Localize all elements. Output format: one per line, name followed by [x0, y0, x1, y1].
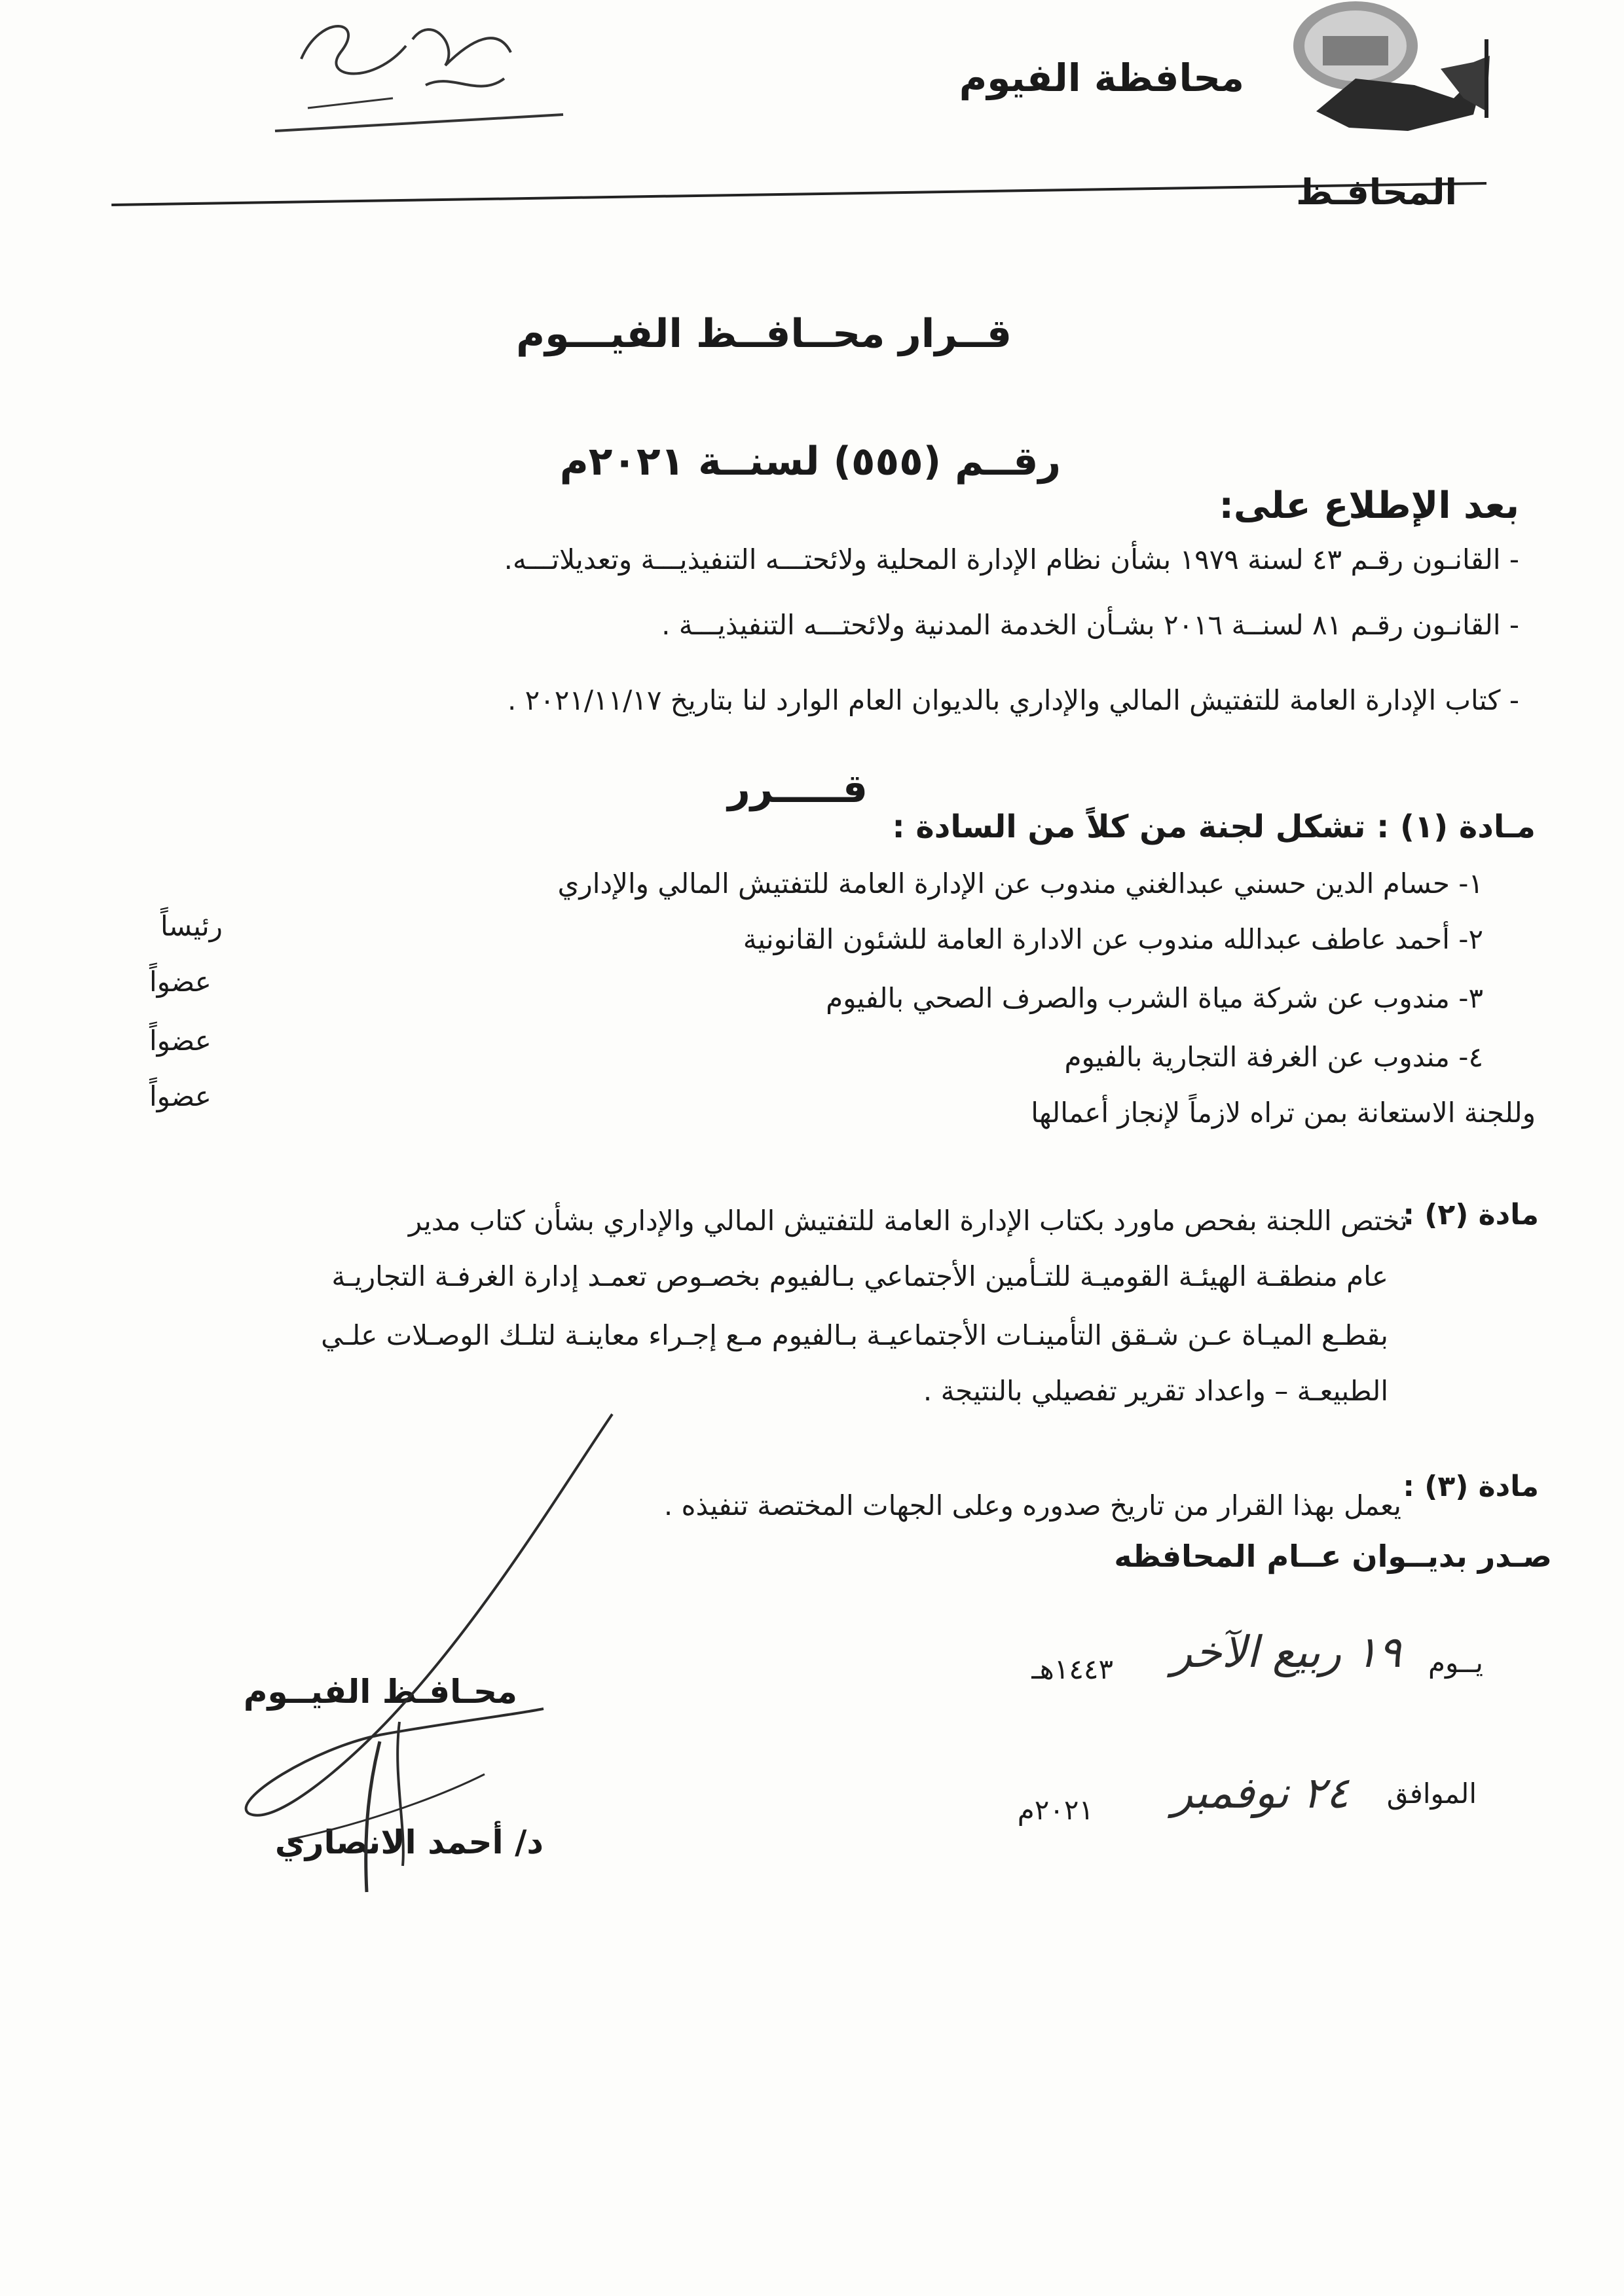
member-role: رئيساً [160, 910, 223, 942]
governorate-name: محافظة الفيوم [959, 56, 1244, 100]
governor-signature [236, 1408, 629, 1899]
office-label: المحافـظ [1296, 172, 1457, 213]
article-2-line: عام منطقـة الهيئـة القوميـة للتـأمين الأجتماعي بـالفيوم بخصـوص تعمـد إدارة الغرفـة التجاريـة [331, 1260, 1388, 1292]
member-role: عضواً [149, 966, 212, 998]
article-2-heading: مادة (٢) : [1403, 1198, 1539, 1231]
decides-heading: قـــــرر [728, 766, 868, 812]
preamble-item: - القانـون رقـم ٤٣ لسنة ١٩٧٩ بشأن نظام الإدارة المحلية ولائحتـــه التنفيذيـــة وتعديلاتـــه. [504, 543, 1519, 575]
decree-title: قــرار محــافــظ الفيـــوم [516, 311, 1012, 357]
gregorian-date-prefix: الموافق [1386, 1777, 1477, 1810]
member-line: ٣- مندوب عن شركة مياة الشرب والصرف الصحي بالفيوم [826, 982, 1483, 1014]
hijri-year: ١٤٤٣هـ [1031, 1653, 1113, 1685]
preamble-item: - القانـون رقـم ٨١ لسنــة ٢٠١٦ بشـأن الخدمة المدنية ولائحتـــه التنفيذيـــة . [661, 609, 1519, 641]
article-2-line: بقطـع الميـاة عـن شـقق التأمينـات الأجتماعيـة بـالفيوم مـع إجـراء معاينـة لتلـك الوصـلات علـي [321, 1319, 1388, 1351]
article-3-heading: مادة (٣) : [1403, 1470, 1539, 1503]
governor-title: محـافـظ الفيــوم [243, 1673, 517, 1711]
preamble-item: - كتاب الإدارة العامة للتفتيش المالي والإداري بالديوان العام الوارد لنا بتاريخ ٢٠٢١/١١/١٧ . [507, 684, 1519, 716]
article-2-line: الطبيعـة – واعداد تقرير تفصيلي بالنتيجة . [923, 1375, 1388, 1407]
member-line: ٤- مندوب عن الغرفة التجارية بالفيوم [1064, 1041, 1483, 1073]
gregorian-date-handwritten: ٢٤ نوفمبر [1172, 1768, 1349, 1818]
article-1-heading: مـادة (١) : تشكل لجنة من كلاً من السادة : [892, 809, 1536, 845]
header-rule [111, 182, 1486, 206]
committee-note: وللجنة الاستعانة بمن تراه لازماً لإنجاز أعمالها [1031, 1097, 1536, 1129]
decree-number: رقــم (٥٥٥) لسنــة ٢٠٢١م [559, 439, 1061, 484]
member-line: ٢- أحمد عاطف عبدالله مندوب عن الادارة العامة للشئون القانونية [743, 923, 1483, 955]
gregorian-year: ٢٠٢١م [1017, 1794, 1094, 1826]
handwritten-registry-note [262, 0, 576, 144]
member-line: ١- حسام الدين حسني عبدالغني مندوب عن الإدارة العامة للتفتيش المالي والإداري [557, 867, 1483, 900]
article-3-text: يعمل بهذا القرار من تاريخ صدوره وعلى الجهات المختصة تنفيذه . [663, 1489, 1401, 1522]
governorate-emblem [1277, 0, 1493, 137]
member-role: عضواً [149, 1080, 212, 1112]
hijri-date-prefix: يــوم [1428, 1647, 1483, 1679]
issued-statement: صـدر بديــوان عــام المحافظه [1114, 1539, 1552, 1574]
hijri-date-handwritten: ١٩ ربيع الآخر [1171, 1627, 1401, 1677]
article-2-line: تختص اللجنة بفحص ماورد بكتاب الإدارة العامة للتفتيش المالي والإداري بشأن كتاب مدير [408, 1205, 1408, 1237]
preamble-heading: بعد الإطلاع على: [1219, 484, 1519, 527]
member-role: عضواً [149, 1025, 212, 1057]
governor-name: د/ أحمد الانصاري [274, 1823, 544, 1861]
